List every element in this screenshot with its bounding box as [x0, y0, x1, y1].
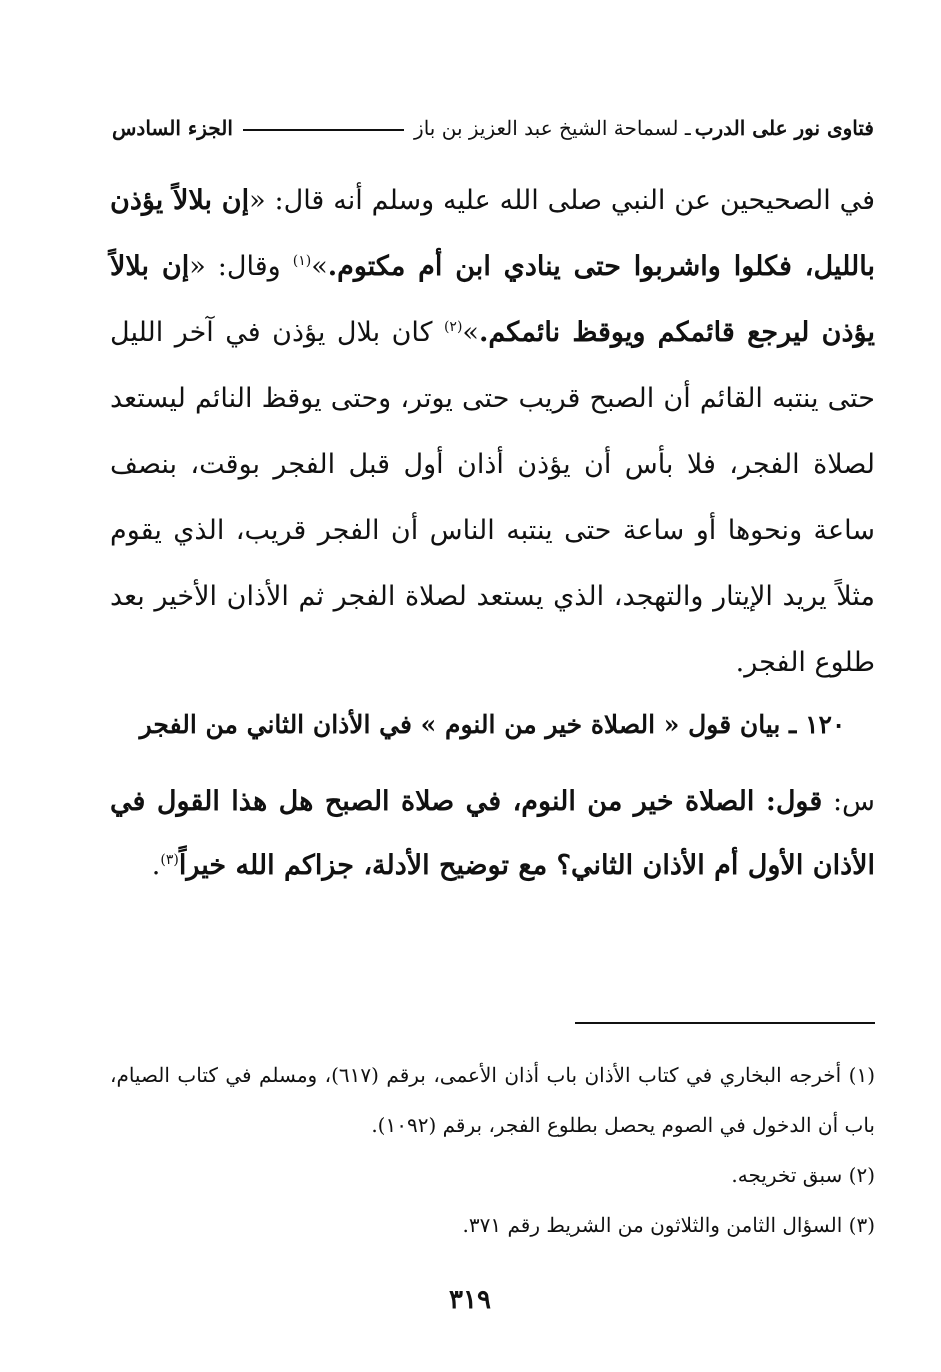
question-end: . [151, 850, 161, 881]
question-text: قول: الصلاة خير من النوم، في صلاة الصبح هل هذا القول في الأذان الأول أم الأذان الثاني؟ مع توضيح الأدلة، جزاكم الله خيراً [110, 786, 875, 881]
body-text-segment: في الصحيحين عن النبي صلى الله عليه وسلم أنه قال: « [249, 185, 875, 216]
body-text-segment: كان بلال يؤذن في آخر الليل حتى ينتبه القائم أن الصبح قريب حتى يوتر، وحتى يوقظ النائم ليستعد لصلاة الفجر، فلا بأس أن يؤذن أذان أول قبل الفجر بوقت، بنصف ساعة ونحوها أو ساعة حتى ينتبه الناس أن الفجر قريب، الذي يقوم مثلاً يريد الإيتار والتهجد، الذي يستعد لصلاة الفجر ثم الأذان الأخير بعد طلوع الفجر. [110, 317, 875, 678]
running-header [112, 108, 874, 148]
footnote-item: (١) أخرجه البخاري في كتاب الأذان باب أذان الأعمى، برقم (٦١٧)، ومسلم في كتاب الصيام، باب أن الدخول في الصوم يحصل بطلوع الفجر، برقم (١٠٩٢). [110, 1063, 875, 1137]
author-name: ـ لسماحة الشيخ عبد العزيز بن باز [414, 116, 691, 140]
footnote-item: (٣) السؤال الثامن والثلاثون من الشريط رقم ٣٧١. [462, 1213, 875, 1237]
body-text-segment: وقال: « [189, 251, 293, 282]
part-title: الجزء السادس [112, 116, 233, 140]
hadith-quote: إن بلالاً يؤذن بالليل، فكلوا واشربوا حتى ينادي ابن أم مكتوم. [110, 185, 875, 282]
header-rule [243, 129, 404, 131]
footnote-ref[interactable]: (٢) [443, 319, 463, 335]
question-prefix: س: [822, 786, 876, 817]
page-number: ٣١٩ [449, 1285, 491, 1315]
body-paragraph [110, 168, 875, 696]
body-text-segment: » [462, 317, 479, 348]
body-text-segment: » [311, 251, 328, 282]
footnotes [110, 1050, 875, 1250]
footnote-separator [575, 1022, 875, 1024]
book-title: فتاوى نور على الدرب [694, 116, 874, 140]
section-heading: ١٢٠ ـ بيان قول « الصلاة خير من النوم » في الأذان الثاني من الفجر [139, 710, 846, 739]
hadith-quote: إن بلالاً يؤذن ليرجع قائمكم ويوقظ نائمكم. [110, 251, 875, 348]
question-block [110, 770, 875, 898]
footnote-ref[interactable]: (١) [292, 253, 312, 269]
footnote-ref[interactable]: (٣) [160, 852, 179, 868]
footnote-item: (٢) سبق تخريجه. [731, 1163, 875, 1187]
